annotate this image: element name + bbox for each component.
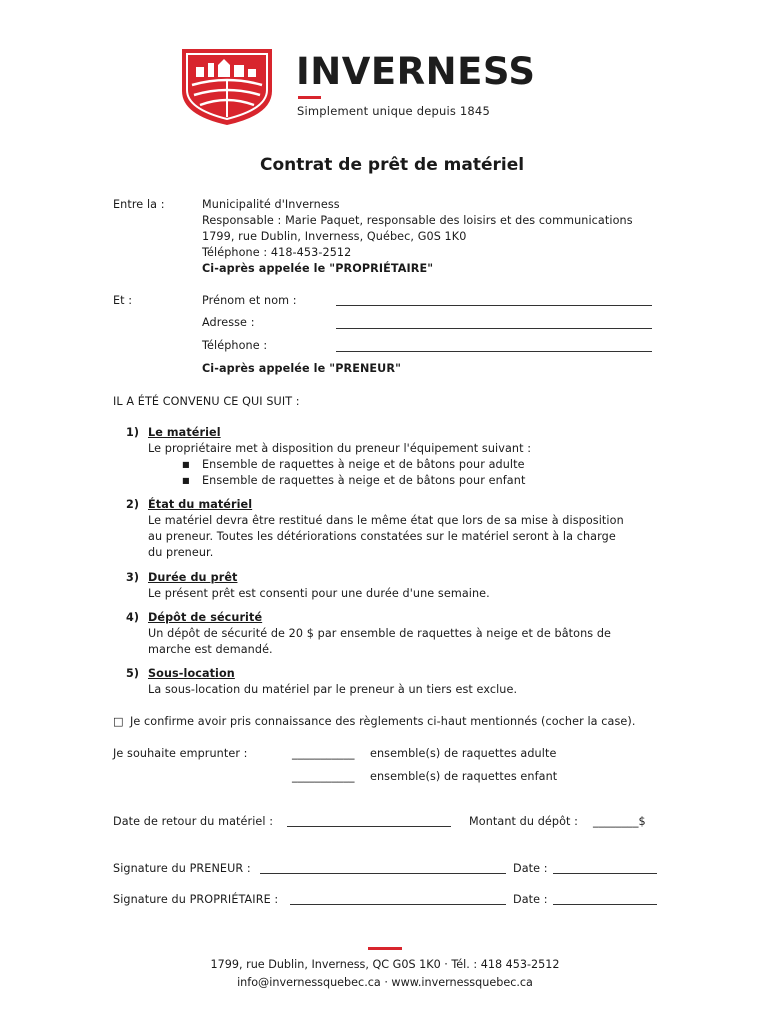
proprietaire-signature-field[interactable] xyxy=(290,904,506,905)
section-text: du preneur. xyxy=(148,546,214,559)
borrower-name-field[interactable] xyxy=(336,305,652,306)
brand-tagline: Simplement unique depuis 1845 xyxy=(297,104,490,118)
section-text: Le propriétaire met à disposition du preneur l'équipement suivant : xyxy=(148,442,532,455)
borrower-phone-field[interactable] xyxy=(336,351,652,352)
borrower-phone-label: Téléphone : xyxy=(202,339,268,352)
child-quantity-label: ensemble(s) de raquettes enfant xyxy=(370,770,558,783)
section-number: 1) xyxy=(126,426,140,439)
equipment-item: Ensemble de raquettes à neige et de bâtons pour adulte xyxy=(202,458,525,471)
bullet-icon: ■ xyxy=(182,476,190,485)
proprietaire-date-field[interactable] xyxy=(553,904,657,905)
section-heading: État du matériel xyxy=(148,498,253,511)
owner-line: Téléphone : 418-453-2512 xyxy=(202,246,352,259)
document-title: Contrat de prêt de matériel xyxy=(260,155,525,175)
entre-label: Entre la : xyxy=(113,198,165,211)
section-text: marche est demandé. xyxy=(148,643,273,656)
owner-designation: Ci-après appelée le "PROPRIÉTAIRE" xyxy=(202,262,434,275)
confirm-text: Je confirme avoir pris connaissance des règlements ci-haut mentionnés (cocher la case). xyxy=(130,715,636,728)
section-text: La sous-location du matériel par le preneur à un tiers est exclue. xyxy=(148,683,518,696)
owner-line: Municipalité d'Inverness xyxy=(202,198,340,211)
borrower-name-label: Prénom et nom : xyxy=(202,294,297,307)
borrower-address-label: Adresse : xyxy=(202,316,255,329)
adult-quantity-label: ensemble(s) de raquettes adulte xyxy=(370,747,557,760)
deposit-label: Montant du dépôt : xyxy=(469,815,579,828)
borrower-designation: Ci-après appelée le "PRENEUR" xyxy=(202,362,401,375)
section-heading: Durée du prêt xyxy=(148,571,238,584)
footer-address: 1799, rue Dublin, Inverness, QC G0S 1K0 · Tél. : 418 453-2512 xyxy=(210,958,560,971)
section-number: 4) xyxy=(126,611,140,624)
borrow-label: Je souhaite emprunter : xyxy=(113,747,248,760)
section-heading: Le matériel xyxy=(148,426,221,439)
proprietaire-signature-label: Signature du PROPRIÉTAIRE : xyxy=(113,893,279,906)
owner-line: Responsable : Marie Paquet, responsable des loisirs et des communications xyxy=(202,214,633,227)
confirm-checkbox[interactable]: □ xyxy=(113,715,124,728)
brand-accent-bar xyxy=(298,96,321,99)
bullet-icon: ■ xyxy=(182,460,190,469)
agreed-heading: IL A ÉTÉ CONVENU CE QUI SUIT : xyxy=(113,395,300,408)
proprietaire-date-label: Date : xyxy=(513,893,548,906)
deposit-amount-field[interactable]: ________$ xyxy=(593,815,646,828)
adult-quantity-field[interactable]: ___________ xyxy=(292,747,355,760)
equipment-item: Ensemble de raquettes à neige et de bâtons pour enfant xyxy=(202,474,526,487)
owner-line: 1799, rue Dublin, Inverness, Québec, G0S 1K0 xyxy=(202,230,467,243)
section-number: 5) xyxy=(126,667,140,680)
borrower-address-field[interactable] xyxy=(336,328,652,329)
municipal-crest-logo xyxy=(178,45,276,127)
footer-accent-bar xyxy=(368,947,402,950)
section-text: Le présent prêt est consenti pour une durée d'une semaine. xyxy=(148,587,490,600)
section-number: 2) xyxy=(126,498,140,511)
section-text: Un dépôt de sécurité de 20 $ par ensemble de raquettes à neige et de bâtons de xyxy=(148,627,612,640)
preneur-date-field[interactable] xyxy=(553,873,657,874)
preneur-date-label: Date : xyxy=(513,862,548,875)
preneur-signature-label: Signature du PRENEUR : xyxy=(113,862,251,875)
section-text: Le matériel devra être restitué dans le même état que lors de sa mise à disposition xyxy=(148,514,624,527)
child-quantity-field[interactable]: ___________ xyxy=(292,770,355,783)
return-date-label: Date de retour du matériel : xyxy=(113,815,274,828)
section-heading: Dépôt de sécurité xyxy=(148,611,263,624)
brand-name: INVERNESS xyxy=(296,50,536,93)
preneur-signature-field[interactable] xyxy=(260,873,506,874)
section-heading: Sous-location xyxy=(148,667,235,680)
et-label: Et : xyxy=(113,294,133,307)
section-text: au preneur. Toutes les détériorations constatées sur le matériel seront à la charge xyxy=(148,530,616,543)
section-number: 3) xyxy=(126,571,140,584)
return-date-field[interactable] xyxy=(287,826,451,827)
footer-contact[interactable]: info@invernessquebec.ca · www.invernessquebec.ca xyxy=(237,976,533,989)
